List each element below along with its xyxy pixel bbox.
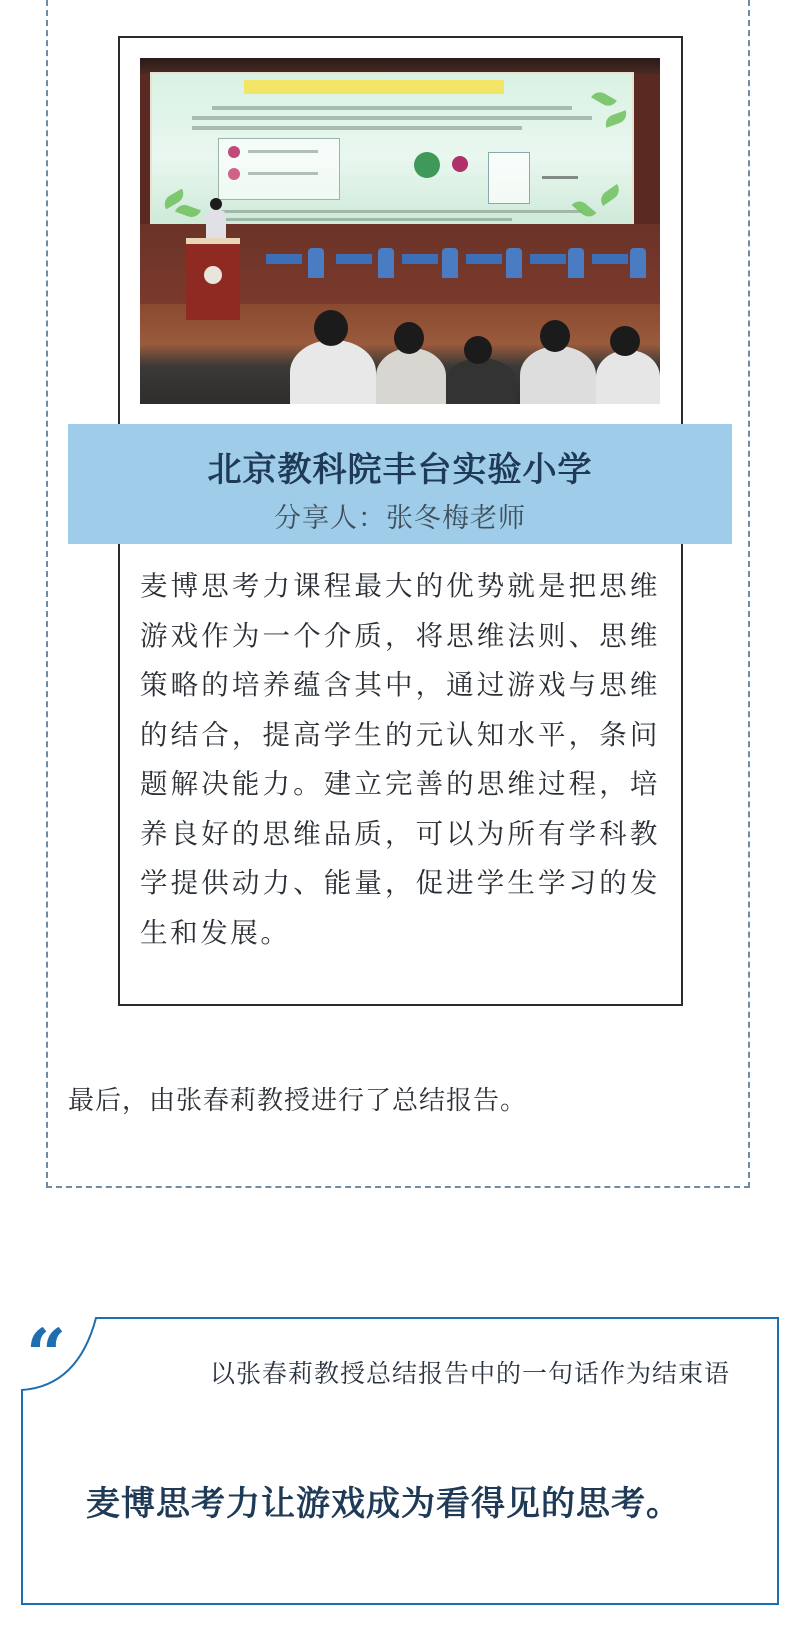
school-title-band	[68, 424, 732, 544]
card-body-text: 麦博思考力课程最大的优势就是把思维游戏作为一个介质，将思维法则、思维策略的培养蕴含其中，通过游戏与思维的结合，提高学生的元认知水平，条问题解决能力。建立完善的思维过程，培养良好的思维品质，可以为所有学科教学提供动力、能量，促进学生学习的发生和发展。	[140, 570, 660, 949]
podium	[186, 238, 240, 320]
quote-caption: 以张春莉教授总结报告中的一句话作为结束语	[209, 1359, 730, 1388]
school-name: 北京教科院丰台实验小学	[207, 450, 593, 490]
closing-paragraph: 最后，由张春莉教授进行了总结报告。	[68, 1086, 528, 1116]
quote-mark-icon: “	[26, 1313, 67, 1396]
lecture-photo	[140, 58, 660, 404]
sharer-name: 分享人：张冬梅老师	[274, 503, 526, 534]
quote-text: 麦博思考力让游戏成为看得见的思考。	[86, 1484, 681, 1524]
speaker-figure	[206, 198, 226, 238]
